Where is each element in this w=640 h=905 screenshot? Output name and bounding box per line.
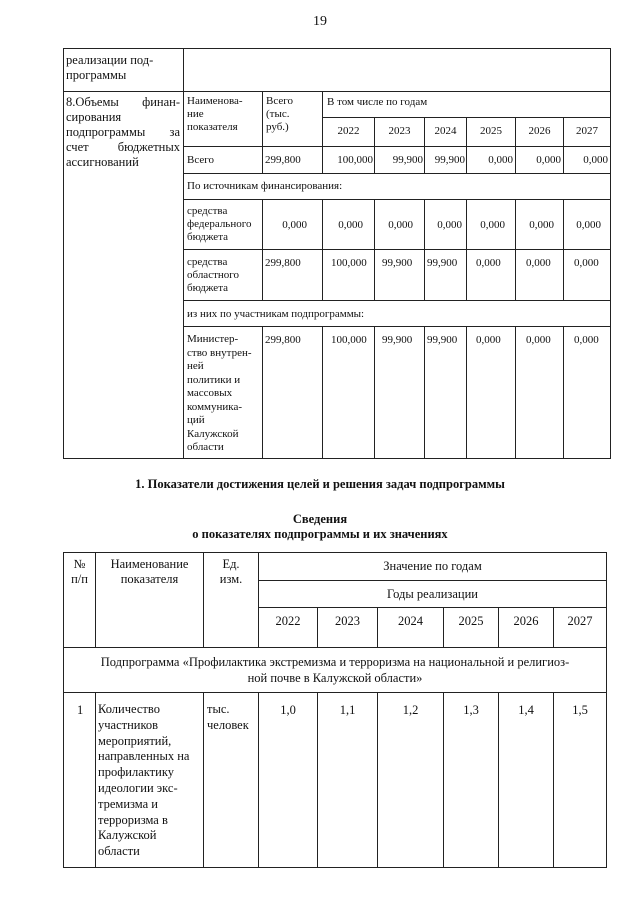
page-number: 19 — [313, 14, 327, 29]
subprogram-title-line1: Подпрограмма «Профилактика экстремизма и терроризма на национальной и религиоз- — [100, 655, 570, 669]
cell-value: 99,900 — [434, 154, 465, 166]
cell-total: 0,000 — [282, 219, 307, 231]
cell-total: 299,800 — [265, 154, 301, 166]
cell-value: 1,3 — [463, 703, 479, 717]
cell-value: 1,4 — [518, 703, 534, 717]
cell-value: 100,000 — [331, 257, 367, 269]
year-header: 2027 — [567, 614, 593, 628]
cell-value: 0,000 — [488, 154, 513, 166]
cell-value: 99,900 — [427, 334, 458, 346]
year-header: 2023 — [335, 614, 360, 628]
row-name-ministry: Министер- ство внутрен- ней политики и массовых коммуника- ций Калужской области — [187, 333, 252, 453]
row-name-federal: средства федерального бюджета — [187, 205, 252, 243]
row-name-regional: средства областного бюджета — [187, 256, 240, 294]
row-indicator-name: Количество участников мероприятий, направленных на профилактику идеологии экс- тремизма и терроризма в Калужской области — [98, 702, 190, 859]
cell-value: 0,000 — [574, 257, 599, 269]
header-total: Всего (тыс. руб.) — [266, 95, 293, 133]
year-header: 2027 — [576, 125, 598, 137]
cell-value: 0,000 — [437, 219, 462, 231]
row-number: 1 — [77, 703, 84, 717]
year-header: 2024 — [434, 125, 457, 137]
cell-value: 100,000 — [331, 334, 367, 346]
cell-value: 99,900 — [382, 257, 413, 269]
section-heading: 1. Показатели достижения целей и решения задач подпрограммы — [135, 477, 505, 491]
header-unit: Ед. изм. — [219, 557, 243, 586]
year-header: 2025 — [480, 125, 502, 137]
cell-value: 0,000 — [476, 334, 501, 346]
header-number: № п/п — [71, 557, 88, 586]
cell-value: 0,000 — [526, 257, 551, 269]
cell-value: 0,000 — [338, 219, 363, 231]
cell-value: 0,000 — [529, 219, 554, 231]
row-label-funding-volume: 8.Объемы финан- сирования подпрограммы за счет бюджетных ассигнований — [66, 95, 180, 169]
header-indicator-name: Наименова- ние показателя — [187, 95, 243, 133]
year-header: 2026 — [528, 125, 551, 137]
cell-value: 99,900 — [427, 257, 458, 269]
cell-value: 0,000 — [576, 219, 601, 231]
year-header: 2025 — [458, 614, 484, 628]
sources-label: По источникам финансирования: — [187, 180, 343, 192]
row-name-total: Всего — [187, 154, 214, 166]
cell-value: 1,1 — [339, 703, 356, 717]
cell-value: 0,000 — [536, 154, 561, 166]
cell-value: 0,000 — [480, 219, 505, 231]
participants-label: из них по участникам подпрограммы: — [187, 308, 365, 320]
info-title: Сведения — [292, 512, 348, 526]
subprogram-title-line2: ной почве в Калужской области» — [247, 671, 423, 685]
header-years-realization: Годы реализации — [387, 587, 478, 601]
header-indicator-name: Наименование показателя — [110, 557, 189, 586]
cell-value: 0,000 — [476, 257, 501, 269]
cell-value: 0,000 — [574, 334, 599, 346]
cell-value: 1,5 — [572, 703, 588, 717]
cell-value: 0,000 — [526, 334, 551, 346]
cell-total: 299,800 — [265, 334, 301, 346]
year-header: 2026 — [513, 614, 539, 628]
year-header: 2023 — [388, 125, 411, 137]
year-header: 2022 — [275, 614, 301, 628]
row-unit: тыс. человек — [207, 702, 249, 732]
cell-value: 1,2 — [402, 703, 419, 717]
cell-value: 99,900 — [382, 334, 413, 346]
cell-value: 1,0 — [280, 703, 296, 717]
cell-value: 99,900 — [392, 154, 423, 166]
row-label-implementation: реализации под- программы — [66, 53, 154, 82]
cell-value: 100,000 — [337, 154, 373, 166]
year-header: 2024 — [398, 614, 423, 628]
header-values-by-years: Значение по годам — [383, 559, 482, 573]
info-subtitle: о показателях подпрограммы и их значениях — [192, 527, 448, 541]
cell-total: 299,800 — [265, 257, 301, 269]
header-by-years: В том числе по годам — [327, 96, 428, 108]
cell-value: 0,000 — [583, 154, 608, 166]
cell-value: 0,000 — [388, 219, 413, 231]
year-header: 2022 — [337, 125, 360, 137]
